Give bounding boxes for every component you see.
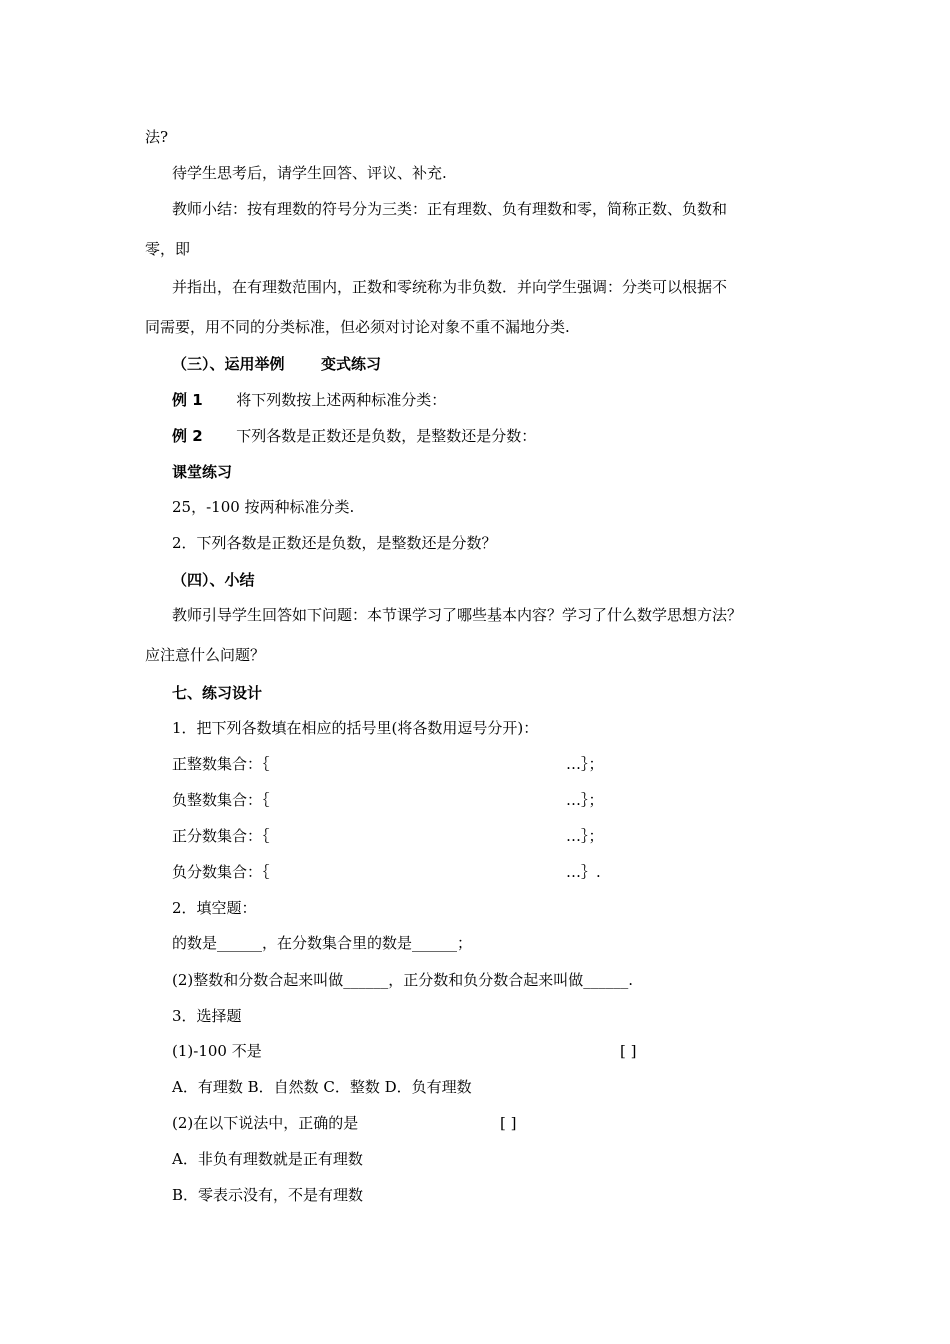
- section-heading: [172, 354, 381, 374]
- text-line: 并指出，在有理数范围内，正数和零统称为非负数．并向学生强调：分类可以根据不: [172, 278, 728, 296]
- section-heading: 七、练习设计: [172, 684, 263, 702]
- example-text: 下列各数是正数还是负数，是整数还是分数：: [236, 427, 537, 445]
- question-text: (1)-100 不是: [172, 1042, 262, 1060]
- text-line: 25，-100 按两种标准分类.: [172, 498, 355, 516]
- text-line: 应注意什么问题？: [145, 646, 266, 664]
- set-label: 正分数集合：｛: [172, 827, 270, 845]
- section-heading: （四）、小结: [172, 571, 255, 589]
- question-line: [172, 1113, 517, 1133]
- section-heading: 课堂练习: [172, 463, 233, 481]
- text-line: 2．下列各数是正数还是负数，是整数还是分数？: [172, 534, 497, 552]
- example-label: 例 1: [172, 391, 203, 409]
- set-label: 负分数集合：｛: [172, 863, 270, 881]
- text-line: 待学生思考后，请学生回答、评议、补充.: [172, 164, 447, 182]
- text-line: 1．把下列各数填在相应的括号里(将各数用逗号分开)：: [172, 719, 539, 737]
- set-line: [172, 790, 604, 810]
- set-end: …｝.: [566, 863, 601, 881]
- question-text: (2)在以下说法中，正确的是: [172, 1114, 359, 1132]
- text-line: 零，即: [145, 240, 191, 258]
- set-line: [172, 754, 604, 774]
- set-line: [172, 862, 601, 882]
- example-line: [172, 426, 536, 446]
- text-line: 的数是______，在分数集合里的数是______；: [172, 934, 473, 952]
- text-line: 2．填空题：: [172, 899, 257, 917]
- example-label: 例 2: [172, 427, 203, 445]
- text-line: 3．选择题: [172, 1007, 242, 1025]
- options-line: A．有理数 B．自然数 C．整数 D．负有理数: [172, 1078, 472, 1096]
- section-heading-part: 变式练习: [320, 355, 381, 373]
- set-label: 正整数集合：｛: [172, 755, 270, 773]
- set-end: …｝；: [566, 827, 604, 845]
- text-line: 教师小结：按有理数的符号分为三类：正有理数、负有理数和零，简称正数、负数和: [172, 200, 728, 218]
- section-heading-part: （三）、运用举例: [172, 355, 285, 373]
- answer-bracket: [ ]: [500, 1114, 517, 1132]
- example-text: 将下列数按上述两种标准分类：: [236, 391, 447, 409]
- set-label: 负整数集合：｛: [172, 791, 270, 809]
- set-end: …｝；: [566, 755, 604, 773]
- option-line: A．非负有理数就是正有理数: [172, 1150, 363, 1168]
- example-line: [172, 390, 446, 410]
- answer-bracket: [ ]: [620, 1042, 637, 1060]
- option-line: B．零表示没有，不是有理数: [172, 1186, 364, 1204]
- set-end: …｝；: [566, 791, 604, 809]
- text-line: 法?: [145, 128, 169, 146]
- text-line: (2)整数和分数合起来叫做______，正分数和负分数合起来叫做______.: [172, 971, 634, 989]
- question-line: [172, 1041, 637, 1061]
- text-line: 教师引导学生回答如下问题：本节课学习了哪些基本内容？学习了什么数学思想方法？: [172, 606, 743, 624]
- set-line: [172, 826, 604, 846]
- text-line: 同需要，用不同的分类标准，但必须对讨论对象不重不漏地分类.: [145, 318, 570, 336]
